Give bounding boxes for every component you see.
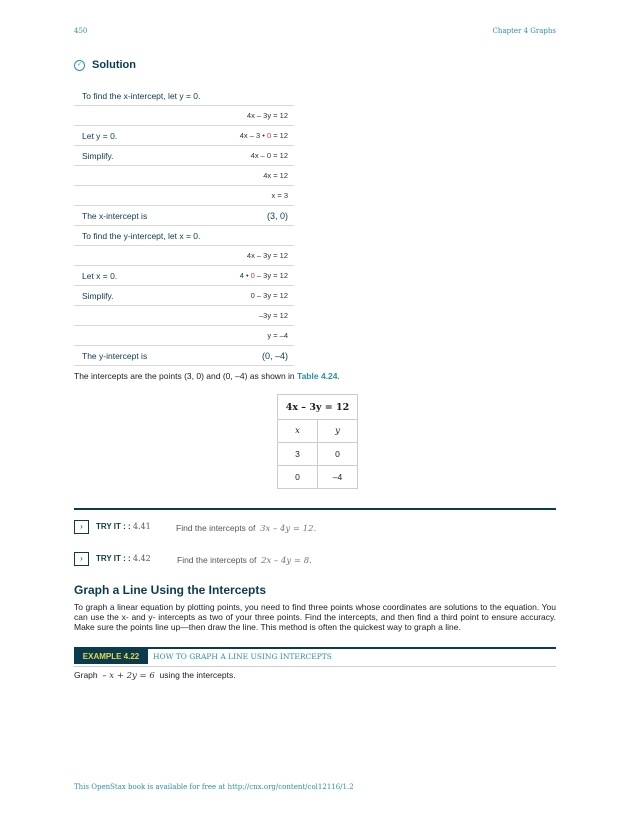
page-number: 450 (74, 27, 88, 35)
example-tag: EXAMPLE 4.22 (74, 649, 148, 664)
table-row (74, 146, 294, 166)
y-intercept-result: (0, –4) (200, 346, 294, 366)
chevron-right-icon[interactable]: › (74, 552, 89, 566)
step-label: The x-intercept is (74, 206, 200, 226)
table-cell: 0 (318, 443, 358, 466)
section-title: Graph a Line Using the Intercepts (74, 583, 267, 597)
try-it-equation: 2x – 4y = 8. (261, 556, 312, 566)
section-divider (74, 508, 556, 510)
step-label: The y-intercept is (74, 346, 200, 366)
table-row (74, 306, 294, 326)
step-label: To find the y-intercept, let x = 0. (74, 226, 294, 246)
chevron-right-icon[interactable]: › (74, 520, 89, 534)
step-value: 4 • 0 – 3y = 12 (200, 266, 294, 286)
table-row (74, 266, 294, 286)
x-intercept-result: (3, 0) (200, 206, 294, 226)
table-row (74, 246, 294, 266)
step-label (74, 246, 200, 266)
substituted-value: 0 (266, 131, 272, 140)
table-row (278, 443, 358, 466)
step-label (74, 106, 200, 126)
step-label: Simplify. (74, 146, 200, 166)
table-cell: 0 (278, 466, 318, 489)
step-value: 4x – 0 = 12 (200, 146, 294, 166)
try-it-prompt: Find the intercepts of 2x – 4y = 8. (177, 555, 312, 566)
try-it-label: TRY IT : : 4.41 (96, 522, 151, 531)
table-row (278, 420, 358, 443)
step-value: 4x – 3y = 12 (200, 246, 294, 266)
solution-steps-table (74, 86, 294, 366)
step-value: 4x – 3y = 12 (200, 106, 294, 126)
example-instruction: Graph – x + 2y = 6 using the intercepts. (74, 670, 236, 681)
example-title: HOW TO GRAPH A LINE USING INTERCEPTS (153, 652, 332, 661)
table-row (74, 286, 294, 306)
step-value: 4x – 3 • 0 = 12 (200, 126, 294, 146)
table-row (74, 346, 294, 366)
step-label (74, 166, 200, 186)
try-it-number: 4.41 (132, 522, 151, 531)
example-equation: – x + 2y = 6 (102, 671, 155, 681)
chapter-title: Chapter 4 Graphs (492, 27, 556, 35)
table-row (74, 206, 294, 226)
column-header-x: x (278, 420, 318, 443)
step-label (74, 306, 200, 326)
substituted-value: 0 (250, 271, 255, 280)
step-label: Let y = 0. (74, 126, 200, 146)
table-row (74, 186, 294, 206)
try-it-equation: 3x – 4y = 12. (260, 524, 317, 534)
try-it-prompt: Find the intercepts of 3x – 4y = 12. (176, 523, 317, 534)
intercepts-table (277, 394, 358, 489)
table-cell: –4 (318, 466, 358, 489)
step-value: 0 – 3y = 12 (200, 286, 294, 306)
step-label (74, 326, 200, 346)
table-row (74, 166, 294, 186)
solution-title: Solution (92, 59, 136, 71)
step-label: Simplify. (74, 286, 200, 306)
step-value: x = 3 (200, 186, 294, 206)
table-row (74, 86, 294, 106)
table-row (74, 106, 294, 126)
step-value: 4x = 12 (200, 166, 294, 186)
table-row (278, 395, 358, 420)
check-circle-icon: ✓ (74, 60, 85, 71)
step-label: Let x = 0. (74, 266, 200, 286)
section-paragraph: To graph a linear equation by plotting points, you need to find three points whose coordinates are solutions to the equation. You can use the x- and y- intercepts as two of your three points. Find the intercepts, and then find a third point to ensure accuracy. Make sure the points line up—then draw the line. This method is often the quickest way to graph a line. (74, 602, 556, 632)
column-header-y: y (318, 420, 358, 443)
table-equation: 4x – 3y = 12 (278, 395, 358, 420)
footer-note: This OpenStax book is available for free at http://cnx.org/content/col12116/1.2 (74, 783, 354, 791)
try-it-number: 4.42 (132, 554, 151, 563)
step-value: –3y = 12 (200, 306, 294, 326)
table-reference-link[interactable]: Table 4.24 (297, 371, 338, 381)
table-row (74, 226, 294, 246)
table-row (74, 126, 294, 146)
table-cell: 3 (278, 443, 318, 466)
step-label: To find the x-intercept, let y = 0. (74, 86, 294, 106)
try-it-label: TRY IT : : 4.42 (96, 554, 151, 563)
intercepts-summary: The intercepts are the points (3, 0) and (0, –4) as shown in Table 4.24. (74, 371, 340, 381)
step-value: y = –4 (200, 326, 294, 346)
table-row (278, 466, 358, 489)
table-row (74, 326, 294, 346)
step-label (74, 186, 200, 206)
